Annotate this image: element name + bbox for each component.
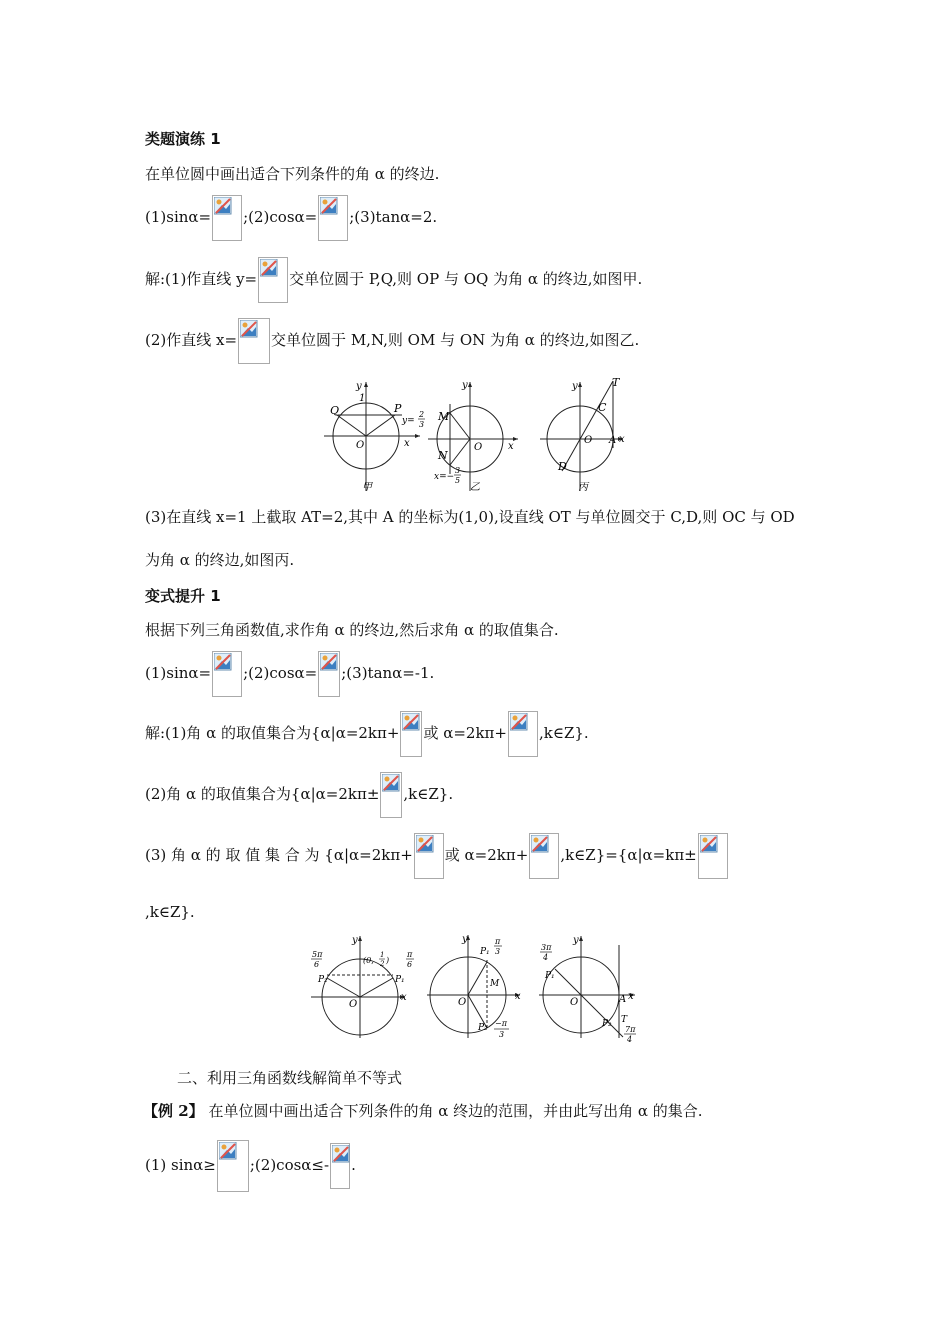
svg-text:M: M: [490, 979, 500, 989]
broken-image-glyph: [700, 835, 718, 853]
solution-line: (3)在直线 x=1 上截取 AT=2,其中 A 的坐标为(1,0),设直线 OT 与单位圆交于 C,D,则 OC 与 OD: [145, 508, 795, 526]
broken-image-icon: [529, 833, 559, 879]
svg-text:3: 3: [455, 466, 461, 475]
svg-text:P₂: P₂: [318, 975, 328, 985]
solution-line: [145, 711, 589, 757]
svg-text:5: 5: [455, 476, 461, 485]
solution-line: [145, 772, 453, 818]
question-text: (1)sinα=: [145, 208, 212, 226]
solution-text: ,k∈Z}.: [538, 724, 589, 742]
svg-text:y=: y=: [402, 416, 415, 426]
svg-text:−π: −π: [495, 1019, 507, 1028]
broken-image-icon: [318, 195, 348, 241]
question-text: (1) sinα≥: [145, 1156, 216, 1174]
question-line: [145, 1140, 356, 1192]
svg-text:x: x: [515, 991, 521, 1002]
svg-text:x: x: [401, 992, 407, 1003]
solution-line: [145, 833, 729, 879]
svg-text:T: T: [621, 1015, 628, 1025]
svg-text:2: 2: [419, 410, 425, 419]
broken-image-glyph: [320, 653, 338, 671]
question-text: ;(2)cosα=: [243, 208, 318, 226]
svg-text:P₁: P₁: [395, 975, 405, 985]
solution-line: [145, 257, 642, 303]
svg-text:P₂: P₂: [478, 1023, 488, 1033]
svg-text:x: x: [508, 441, 514, 452]
figure-tan-neg1: [539, 935, 636, 1044]
section-heading: 变式提升 1: [145, 587, 221, 605]
svg-text:O: O: [474, 442, 483, 453]
broken-image-glyph: [402, 713, 420, 731]
example-tag: 【例 2】: [143, 1102, 204, 1120]
svg-text:x: x: [628, 991, 634, 1002]
svg-text:): ): [386, 956, 390, 965]
solution-line: ,k∈Z}.: [145, 903, 195, 921]
svg-text:4: 4: [627, 1035, 633, 1044]
broken-image-glyph: [332, 1145, 350, 1163]
broken-image-glyph: [214, 197, 232, 215]
svg-text:π: π: [495, 937, 501, 946]
figure-cos-half: [427, 934, 521, 1039]
figure-yi: [428, 380, 518, 493]
broken-image-glyph: [510, 713, 528, 731]
question-text: ;(2)cosα≤-: [249, 1156, 330, 1174]
broken-image-icon: [414, 833, 444, 879]
broken-image-icon: [380, 772, 402, 818]
solution-text: (2)角 α 的取值集合为{α|α=2kπ±: [145, 785, 380, 803]
svg-text:y: y: [356, 381, 362, 392]
example-line: [143, 1100, 703, 1121]
svg-text:x: x: [404, 438, 410, 449]
broken-image-icon: [238, 318, 270, 364]
svg-text:y: y: [573, 935, 579, 946]
question-text: (1)sinα=: [145, 664, 212, 682]
section-heading: 二、利用三角函数线解简单不等式: [177, 1069, 403, 1087]
svg-text:D: D: [558, 460, 567, 473]
solution-text: 交单位圆于 M,N,则 OM 与 ON 为角 α 的终边,如图乙.: [271, 331, 640, 349]
question-line: [145, 195, 437, 241]
solution-line: [145, 318, 639, 364]
svg-text:P: P: [394, 402, 402, 415]
svg-text:O: O: [458, 997, 467, 1008]
figure-sin-half: [311, 935, 414, 1038]
svg-text:y: y: [462, 934, 468, 945]
svg-text:O: O: [356, 440, 365, 451]
broken-image-icon: [212, 195, 242, 241]
solution-text: (3) 角 α 的 取 值 集 合 为 {α|α=2kπ+: [145, 846, 413, 864]
svg-text:π: π: [407, 950, 413, 959]
svg-text:3π: 3π: [541, 943, 552, 952]
svg-text:N: N: [438, 449, 448, 462]
svg-text:y: y: [462, 380, 468, 391]
svg-text:3: 3: [419, 420, 425, 429]
svg-text:O: O: [570, 997, 579, 1008]
broken-image-icon: [698, 833, 728, 879]
svg-text:4: 4: [543, 953, 549, 962]
svg-text:x: x: [619, 434, 625, 445]
question-text: ;(3)tanα=-1.: [341, 664, 435, 682]
svg-text:6: 6: [407, 960, 413, 969]
svg-text:丙: 丙: [578, 482, 588, 493]
solution-line: 为角 α 的终边,如图丙.: [145, 551, 295, 569]
broken-image-icon: [508, 711, 538, 757]
svg-text:6: 6: [314, 960, 320, 969]
problem-prompt: 根据下列三角函数值,求作角 α 的终边,然后求角 α 的取值集合.: [145, 621, 559, 639]
problem-prompt: 在单位圆中画出适合下列条件的角 α 的终边.: [145, 165, 440, 183]
svg-text:2: 2: [380, 960, 385, 968]
example-text: 在单位圆中画出适合下列条件的角 α 终边的范围，并由此写出角 α 的集合.: [203, 1102, 703, 1120]
solution-text: 或 α=2kπ+: [444, 846, 529, 864]
svg-text:乙: 乙: [470, 482, 480, 493]
solution-text: (2)作直线 x=: [145, 331, 238, 349]
broken-image-glyph: [531, 835, 549, 853]
svg-text:A: A: [609, 435, 617, 446]
question-text: ;(2)cosα=: [243, 664, 318, 682]
svg-text:3: 3: [495, 947, 501, 956]
broken-image-icon: [318, 651, 340, 697]
broken-image-icon: [212, 651, 242, 697]
svg-text:O: O: [584, 435, 593, 446]
broken-image-icon: [400, 711, 422, 757]
svg-text:A: A: [619, 994, 627, 1005]
unit-circle-figures: [318, 376, 648, 498]
question-line: [145, 651, 434, 697]
broken-image-icon: [258, 257, 288, 303]
solution-text: 解:(1)作直线 y=: [145, 270, 258, 288]
svg-text:y: y: [572, 381, 578, 392]
figure-bing: [540, 376, 625, 493]
svg-text:P₁: P₁: [545, 971, 555, 981]
svg-text:甲: 甲: [362, 482, 372, 493]
solution-text: 或 α=2kπ+: [423, 724, 507, 742]
svg-text:O: O: [349, 999, 358, 1010]
solution-text: ,k∈Z}={α|α=kπ±: [560, 846, 697, 864]
svg-text:1: 1: [359, 393, 366, 404]
svg-text:T: T: [612, 376, 620, 389]
solution-text: ,k∈Z}.: [403, 785, 454, 803]
broken-image-glyph: [260, 259, 278, 277]
svg-text:Q: Q: [330, 404, 340, 417]
broken-image-glyph: [382, 774, 400, 792]
svg-text:7π: 7π: [625, 1025, 636, 1034]
solution-text: 解:(1)角 α 的取值集合为{α|α=2kπ+: [145, 724, 400, 742]
svg-text:C: C: [598, 401, 607, 414]
question-text: ;(3)tanα=2.: [349, 208, 438, 226]
broken-image-glyph: [240, 320, 258, 338]
broken-image-icon: [330, 1143, 350, 1189]
question-text: .: [351, 1156, 356, 1174]
svg-text:y: y: [352, 935, 358, 946]
svg-text:(0,: (0,: [363, 956, 374, 965]
svg-text:x=−: x=−: [434, 472, 455, 482]
unit-circle-figures-2: [305, 930, 645, 1045]
svg-text:5π: 5π: [312, 950, 323, 959]
svg-text:P₂: P₂: [602, 1019, 612, 1029]
svg-text:3: 3: [499, 1030, 505, 1039]
figure-jia: [324, 381, 425, 493]
broken-image-icon: [217, 1140, 249, 1192]
broken-image-glyph: [416, 835, 434, 853]
svg-text:M: M: [438, 410, 450, 423]
solution-text: 交单位圆于 P,Q,则 OP 与 OQ 为角 α 的终边,如图甲.: [289, 270, 643, 288]
svg-text:1: 1: [380, 951, 385, 959]
broken-image-glyph: [320, 197, 338, 215]
broken-image-glyph: [214, 653, 232, 671]
section-heading: 类题演练 1: [145, 130, 221, 148]
svg-text:P₁: P₁: [480, 947, 490, 957]
broken-image-glyph: [219, 1142, 237, 1160]
